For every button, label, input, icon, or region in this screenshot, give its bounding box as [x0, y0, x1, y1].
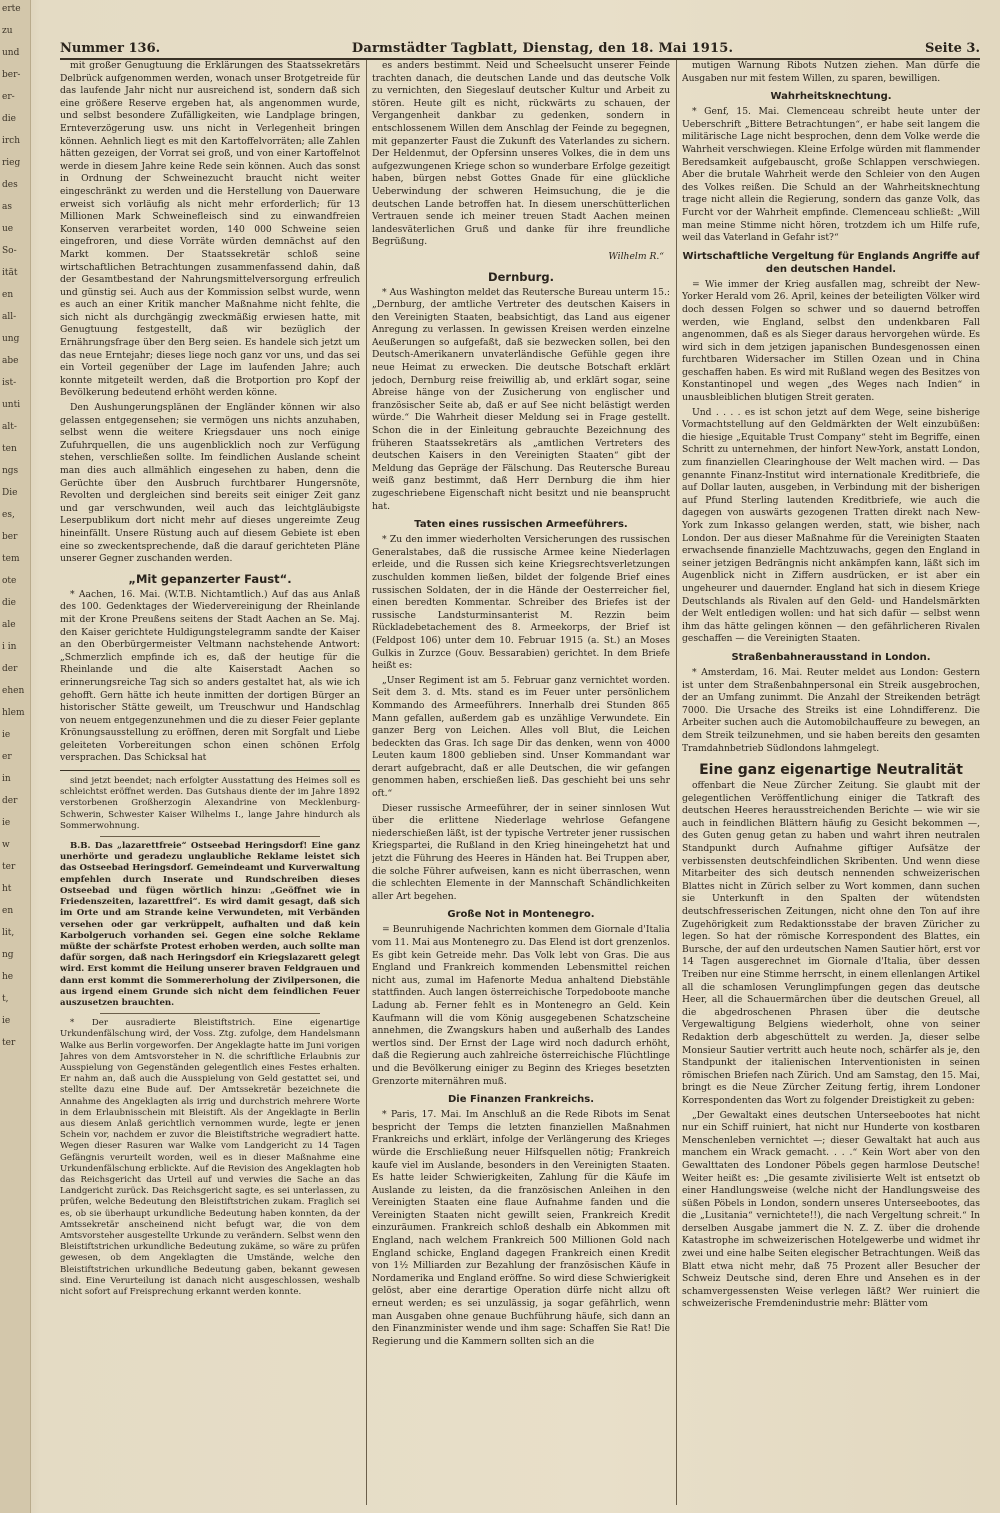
adjacent-page-fragment: die — [2, 598, 16, 608]
adjacent-page-fragment: w — [2, 840, 10, 850]
adjacent-page-fragment: unti — [2, 400, 21, 410]
adjacent-page-fragment: ie — [2, 818, 11, 828]
adjacent-page-fragment: es, — [2, 510, 15, 520]
adjacent-page-fragment: ten — [2, 444, 17, 454]
adjacent-page-fragment: er — [2, 752, 12, 762]
adjacent-page-fragment: lit, — [2, 928, 15, 938]
article-neutrality-cont: „Der Gewaltakt eines deutschen Unterseebootes hat nicht nur ein Schiff ruiniert, hat nicht nur Hunderte von kostbaren Menschenleben vernichtet —; dieser Gewaltakt hat auch aus manchem ein Wrack gemacht. . . .“ Kein Wort aber von den Gewalttaten des Londoner Pöbels gegen harmlose Deutsche! Weiter heißt es: „Die gesamte zivilisierte Welt ist entsetzt ob einer Handlungsweise (welche nicht der Handlungsweise des süßen Pöbels in London, sondern unseres Unterseebootes, das die „Lusitania“ vernichtete!!), die nach Vergeltung schreit.“ In derselben Ausgabe jammert die N. Z. Z. über die drohende Katastrophe im schweizerischen Hotelgewerbe und widmet ihr zwei und eine halbe Seiten elegischer Betrachtungen. Weiß das Blatt etwa nicht mehr, daß 75 Prozent aller Besucher der Schweiz Deutsche sind, deren Ehre und Ansehen es in der schamvergessensten Weise verlegen läßt? Wer ruiniert die schweizerische Fremdenindustrie mehr: Blätter vom — [682, 1109, 980, 1310]
headline-dernburg: Dernburg. — [488, 269, 554, 284]
adjacent-page-fragment: ber — [2, 532, 18, 542]
newspaper-title-date: Darmstädter Tagblatt, Dienstag, den 18. Mai 1915. — [351, 41, 734, 56]
adjacent-page-fragment: alt- — [2, 422, 17, 432]
signature-wilhelm: Wilhelm R.“ — [608, 250, 664, 262]
local-news — [60, 776, 360, 1298]
adjacent-page-fragment: er- — [2, 92, 15, 102]
article-france-finances-cont: mutigen Warnung Ribots Nutzen ziehen. Man dürfe die Ausgaben nur mit festem Willen, zu sparen, bewilligen. — [682, 60, 980, 84]
adjacent-page-fragment: der — [2, 796, 18, 806]
adjacent-page-fragment: hlem — [2, 708, 25, 718]
article-clemenceau: * Genf, 15. Mai. Clemenceau schreibt heute unter der Ueberschrift „Bittere Betrachtungen“, er habe seit langem die militärische Lage nicht besprochen, denn dem Volke werde die Wahrheit verschwiegen. Kleine Erfolge würden mit flammender Beredsamkeit aufgebauscht, große Schlappen verschwiegen. Aber die brutale Wahrheit werde den Schleier von den Augen des Volkes reißen. Die Schuld an der Wahrheitsknechtung trage nicht allein die Regierung, sondern das ganze Volk, das Furcht vor der Wahrheit empfinde. Clemenceau schließt: „Will man meine Stimme nicht hören, trotzdem ich um Hilfe rufe, weil das Vaterland in Gefahr ist?“ — [682, 106, 980, 244]
adjacent-page-fragment: in — [2, 774, 11, 784]
adjacent-page-fragment: der — [2, 664, 18, 674]
article-aachen-telegram-cont: es anders bestimmt. Neid und Scheelsucht unserer Feinde trachten danach, die deutschen Lande und das deutsche Volk zu vernichten, den Siegeslauf deutscher Kultur und Arbeit zu stören. Heute gilt es nicht, rückwärts zu schauen, der Vergangenheit dankbar zu gedenken, sondern in entschlossenem Willen dem Anschlag der Feinde zu begegnen, mit gepanzerter Faust die Zukunft des Vaterlandes zu sichern. Der Heldenmut, der Opfersinn unseres Volkes, die in dem uns aufgezwungenen Kriege schon so wunderbare Erfolge gezeitigt haben, bürgen nebst Gottes Gnade für eine glückliche Ueberwindung der schweren Heimsuchung, die je die deutschen Lande betroffen hat. In diesem unerschütterlichen Vertrauen sende ich meiner treuen Stadt Aachen meinen landesväterlichen Gruß und danke für ihre freundliche Begrüßung. — [372, 60, 670, 248]
adjacent-page-fragment: die — [2, 114, 16, 124]
adjacent-page-fragment: ität — [2, 268, 18, 278]
article-london-strike: * Amsterdam, 16. Mai. Reuter meldet aus London: Gestern ist unter dem Straßenbahnpersonal ein Streik ausgebrochen, der an Umfang zunimmt. Die Anzahl der Streikenden beträgt 7000. Die Ursache des Streiks ist eine Lohndifferenz. Die Arbeiter suchen auch die Automobilchauffeure zu bewegen, an dem Streik teilzunehmen, und sie haben bereits den gesamten Tramdahnbetrieb Südlondons lahmgelegt. — [682, 666, 980, 754]
adjacent-page-fragment: ue — [2, 224, 14, 234]
adjacent-page-fragment: Die — [2, 488, 18, 498]
adjacent-page-fragment: ngs — [2, 466, 19, 476]
article-russian-letter: „Unser Regiment ist am 5. Februar ganz vernichtet worden. Seit dem 3. d. Mts. stand es im Feuer unter persönlichem Kommando des Armeeführers. Innerhalb drei Stunden 865 Mann gefallen, außerdem gab es unzählige Verwundete. Ein ganzer Berg von Leichen. Alles voll Blut, die Leichen bedeckten das Gras. Ich sage Dir das denken, wenn von 4000 Leuten kaum 1800 geblieben sind. Unser Kommandant war derart aufgebracht, daß er alle Deutschen, die wir gefangen genommen haben, erschießen ließ. Das geschieht bei uns sehr oft.“ — [372, 674, 670, 800]
adjacent-page-fragment: i in — [2, 642, 17, 652]
adjacent-page-edge — [0, 0, 31, 1513]
adjacent-page-fragment: ale — [2, 620, 16, 630]
headline-france-finances: Die Finanzen Frankreichs. — [447, 1094, 595, 1106]
headline-neutrality: Eine ganz eigenartige Neutralität — [699, 762, 963, 779]
adjacent-page-fragment: ie — [2, 1016, 11, 1026]
column-3 — [682, 60, 980, 1505]
article-russian-commentary: Dieser russische Armeeführer, der in seiner sinnlosen Wut über die erlittene Niederlage wehrlose Gefangene niederschießen läßt, ist der typische Vertreter jener russischen Kriegspartei, die Rußland in den Krieg hineingehetzt hat und jetzt die Führung des Heeres in Händen hat. Bei Truppen aber, die solche Führer aufweisen, kann es nicht überraschen, wenn die schlechten Elemente in der Mannschaft Schändlichkeiten aller Art begehen. — [372, 802, 670, 902]
adjacent-page-fragment: des — [2, 180, 18, 190]
issue-number: Nummer 136. — [60, 41, 161, 56]
adjacent-page-fragment: rieg — [2, 158, 21, 168]
article-food-supply: mit großer Genugtuung die Erklärungen des Staatssekretärs Delbrück aufgenommen werden, wonach unser Brotgetreide für das laufende Jahr nicht nur ausreichend ist, sondern daß sich eine größere Reserve ergeben hat, als angenommen wurde, und selbst besondere Zufälligkeiten, wie Landplage bringen, Ernteverzögerung usw. uns nicht in Verlegenheit bringen können. Aehnlich liegt es mit den Kartoffelvorräten; alle Zahlen hätten gezeigen, der Vorrat sei groß, und von einer Kartoffelnot werde in diesem Jahre keine Rede sein können. Auch das sonst in Ordnung der Schweinezucht braucht nicht weiter eingeschränkt zu werden und die Herstellung von Dauerware erweist sich vorläufig als nicht mehr erforderlich; für 13 Millionen Mark Schweinefleisch sind zu einwandfreien Konserven verarbeitet worden, 140 000 Schweine seien eingefroren, und diese Vorräte würden demnächst auf den Markt kommen. Der Staatssekretär schloß seine wirtschaftlichen Betrachtungen zusammenfassend dahin, daß der Gesamtbestand der Nahrungsmittelversorgung erfreulich und günstig sei. Auch aus der Kommission selbst wurde, wenn es auch an einer Kritik mancher Maßnahme nicht fehlte, die sich nicht als durchgängig zweckmäßig erwiesen hatte, mit Genugtuung festgestellt, daß wir bezüglich der Ernährungsfrage über den Berg seien. Es handele sich jetzt um das neue Erntejahr; dieses liege noch ganz vor uns, und das sei ein Vorteil gegenüber der Lage im laufenden Jahre; auch konnte mitgeteilt werden, daß die Brotportion pro Kopf der Bevölkerung bedeutend erhöht werden könne. — [60, 60, 360, 399]
adjacent-page-fragment: So- — [2, 246, 17, 256]
separator — [100, 836, 320, 837]
adjacent-page-fragment: ie — [2, 730, 11, 740]
column-divider — [676, 60, 677, 1505]
article-pencil-stroke: * Der ausradierte Bleistiftstrich. Eine eigenartige Urkundenfälschung wird, der Voss. Ztg. zufolge, dem Handelsmann Walke aus Berlin vorgeworfen. Der Angeklagte hatte im Juni vorigen Jahres von dem Amtsvorsteher in N. die schriftliche Erlaubnis zur Ausspielung von Gegenständen gelegentlich eines Festes erhalten. Er nahm an, daß auch die Ausspielung von Geld gestattet sei, und stellte dazu eine Bude auf. Der Amtssekretär bezeichnete die Annahme des Angeklagten als irrig und durchstrich mehrere Worte in dem Erlaubnisschein mit Bleistift. Als der Angeklagte in Berlin aus diesem Anlaß gerichtlich vernommen wurde, legte er jenen Schein vor, nachdem er zuvor die Bleistiftstriche wegradiert hatte. Wegen dieser Rasuren war Walke vom Landgericht zu 14 Tagen Gefängnis verurteilt worden, weil es in dieser Maßnahme eine Urkundenfälschung erblickte. Auf die Revision des Angeklagten hob das Reichsgericht das Urteil auf und verwies die Sache an das Landgericht zurück. Das Reichsgericht sagte, es sei unterlassen, zu prüfen, welche Bedeutung den Bleistiftstrichen zukam. Fraglich sei es, ob sie überhaupt urkundliche Bedeutung haben konnten, da der Amtssekretär anscheinend nicht befugt war, die von dem Amtsvorsteher ausgestellte Urkunde zu verändern. Selbst wenn den Bleistiftstrichen urkundliche Bedeutung zukäme, so wäre zu prüfen gewesen, ob dem Angeklagten die Umstände, welche den Bleistiftstrichen urkundliche Bedeutung gaben, bekannt gewesen sind. Eine Verurteilung ist danach nicht ausgeschlossen, weshalb nicht sofort auf Freisprechung erkannt werden konnte. — [60, 1018, 360, 1297]
adjacent-page-fragment: en — [2, 906, 14, 916]
adjacent-page-fragment: he — [2, 972, 14, 982]
adjacent-page-fragment: as — [2, 202, 12, 212]
column-divider — [366, 60, 367, 1505]
masthead — [60, 34, 980, 60]
headline-russian-commander: Taten eines russischen Armeeführers. — [414, 519, 628, 531]
adjacent-page-fragment: all- — [2, 312, 17, 322]
adjacent-page-fragment: ber- — [2, 70, 21, 80]
adjacent-page-fragment: ote — [2, 576, 17, 586]
adjacent-page-fragment: ist- — [2, 378, 17, 388]
headline-montenegro: Große Not in Montenegro. — [447, 909, 595, 921]
column-2 — [372, 60, 670, 1505]
adjacent-page-fragment: abe — [2, 356, 19, 366]
adjacent-page-fragment: ehen — [2, 686, 25, 696]
article-heringsdorf: B.B. Das „lazarettfreie“ Ostseebad Heringsdorf! Eine ganz unerhörte und geradezu unglaubliche Reklame leistet sich das Ostseebad Heringsdorf. Gemeindeamt und Kurverwaltung empfehlen durch Inserate und Rundschreiben dieses Ostseebad und fügen wörtlich hinzu: „Geöffnet wie in Friedenszeiten, lazarettfrei“. Es wird damit gesagt, daß sich im Orte und am Strande keine Verwundeten, mit Verbänden versehen oder gar verkrüppelt, aufhalten und daß kein Karbolgeruch vorhanden sei. Gegen eine solche Reklame müßte der schärfste Protest erhoben werden, auch sollte man dafür sorgen, daß nach Heringsdorf ein Kriegslazarett gelegt wird. Erst kommt die Heilung unserer braven Feldgrauen und dann erst kommt die Sommererholung der Zivilpersonen, die aus irgend einem Grunde sich nicht dem feindlichen Feuer auszusetzen brauchten. — [60, 841, 360, 1008]
adjacent-page-fragment: t, — [2, 994, 9, 1004]
article-dernburg: * Aus Washington meldet das Reutersche Bureau unterm 15.: „Dernburg, der amtliche Vertreter des deutschen Kaisers in den Vereinigten Staaten, beabsichtigt, das Land aus eigener Anregung zu verlassen. In gewissen Kreisen werden einzelne Aeußerungen so aufgefaßt, daß sie bezwecken sollen, bei den Deutsch-Amerikanern unvaterländische Gefühle gegen ihre neue Heimat zu erwecken. Die deutsche Botschaft erklärt jedoch, Dernburg reise freiwillig ab, und erklärt sogar, seine Abreise hänge von der Zusicherung von englischer und französischer Seite ab, daß er auf See nicht belästigt werden würde.“ Die Wahrheit dieser Meldung sei in Frage gestellt. Schon die in der Einleitung gebrauchte Bezeichnung des früheren Staatssekretärs als „amtlichen Vertreters des deutschen Kaisers in den Vereinigten Staaten“ gibt der Meldung das Gepräge der Fälschung. Das Reutersche Bureau weiß ganz bestimmt, daß Herr Dernburg die ihm hier zugeschriebene Eigenschaft nicht besitzt und nie beansprucht hat. — [372, 286, 670, 512]
adjacent-page-fragment: und — [2, 48, 20, 58]
adjacent-page-fragment: ter — [2, 862, 16, 872]
page-number: Seite 3. — [925, 41, 980, 56]
article-clearinghouse: Und . . . . es ist schon jetzt auf dem Wege, seine bisherige Vormachtstellung auf den Geldmärkten der Welt einzubüßen: die hiesige „Equitable Trust Company“ steht im Begriffe, einen Schritt zu unternehmen, der hinfort New-York, anstatt London, zum finanziellen Clearinghouse der Welt machen wird. — Das genannte Finanz-Institut wird internationale Kreditbriefe, die auf Dollar lauten, ausgeben, in Verbindung mit der bisherigen auf Pfund Sterling lautenden Kreditbriefe, wie auch die dagegen von auswärts gezogenen Tratten direkt nach New-York zum Inkasso gelangen werden, statt, wie bisher, nach London. Der aus dieser Maßnahme für die Vereinigten Staaten erwachsende finanzielle Machtzuwachs, gegen den England in seiner jetzigen Bedrängnis nicht ankämpfen kann, läßt sich im Augenblick nicht in Ziffern ausdrücken, er ist aber ein ungeheurer und dauernder. England hat sich in diesem Kriege Deutschlands als Rivalen auf den Geld- und Handelsmärkten der Welt entledigen wollen: und hat sich dafür — selbst wenn ihm das hätte gelingen können — den gefährlicheren Rivalen geschaffen — die Vereinigten Staaten. — [682, 406, 980, 645]
adjacent-page-fragment: zu — [2, 26, 13, 36]
article-neutrality: offenbart die Neue Zürcher Zeitung. Sie glaubt mit der gelegentlichen Veröffentlichung einiger die Tatkraft des deutschen Heeres herausstreichenden Berichte — wie wir sie auch in feindlichen Blättern häufig zu Gesicht bekommen —, des Guten genug getan zu haben und wahrt ihren neutralen Standpunkt durch Aufnahme giftiger Aufsätze der verbissensten deutschfeindlichen Skribenten. Und wenn diese Mitarbeiter des sich deutsch nennenden schweizerischen Blattes nicht in Zürich selber zu Wort kommen, dann suchen sie Unterkunft in den Spalten der wütendsten deutschfresserischen Zeitungen, nicht ohne den Ton auf ihre Zugehörigkeit zum Redaktionsstabe der braven Züricher zu legen. So hat der römische Korrespondent des Blattes, ein Bursche, der auf den urdeutschen Namen Sautier hört, erst vor 14 Tagen ausgerechnet im Giornale d'Italia, über dessen Treiben nur eine Stimme herrscht, in einem ellenlangen Artikel all die schamlosen Verunglimpfungen gegen das deutsche Heer, all die Schauermärchen über die deutschen Greuel, all die abgedroschenen Phrasen über die deutsche Vergewaltigung Belgiens wiederholt, ohne von seiner Redaktion derb abgeschüttelt zu werden. Ja, dieser selbe Monsieur Sautier vertritt auch heute noch, schärfer als je, den Standpunkt der italienischen Interventionisten in seinen römischen Briefen nach Zürich. Und am Samstag, den 15. Mai, bringt es die Neue Zürcher Zeitung fertig, ihrem Londoner Korrespondenten das Wort zu folgender Dreistigkeit zu geben: — [682, 780, 980, 1106]
article-ny-herald: = Wie immer der Krieg ausfallen mag, schreibt der New-Yorker Herald vom 26. April, keines der beteiligten Völker wird doch dessen Folgen so schwer und so dauernd betroffen werden, wie England, selbst den undenkbaren Fall angenommen, daß es als Sieger daraus hervorgehen würde. Es wird sich in dem jetzigen japanischen Bundesgenossen einen furchtbaren Widersacher im Stillen Ozean und in China geschaffen haben. Es wird mit Rußland wegen des Besitzes von Konstantinopel und wegen „des Weges nach Indien“ in unausbleiblichen blutigen Streit geraten. — [682, 278, 980, 404]
article-montenegro: = Beunruhigende Nachrichten kommen dem Giornale d'Italia vom 11. Mai aus Montenegro zu. Das Elend ist dort grenzenlos. Es gibt kein Getreide mehr. Das Volk lebt von Gras. Die aus England und Frankreich kommenden Lebensmittel reichen nicht aus, zumal im Hafenorte Medua anhaltend Diebstähle stattfinden. Auch langen österreichische Torpedoboote manche Ladung ab. Ferner fehlt es in Montenegro an Geld. Kein Kaufmann will die vom König ausgegebenen Schatzscheine annehmen, die Zwangskurs haben und außerhalb des Landes wertlos sind. Der Ernst der Lage wird noch dadurch erhöht, daß die Regierung auch zahlreiche österreichische Flüchtlinge und die Bevölkerung einiger zu Beginn des Krieges besetzten Grenzorte miternähren muß. — [372, 924, 670, 1087]
headline-armored-fist: „Mit gepanzerter Faust“. — [128, 571, 292, 586]
adjacent-page-fragment: erte — [2, 4, 21, 14]
adjacent-page-fragment: ng — [2, 950, 14, 960]
adjacent-page-fragment: tem — [2, 554, 20, 564]
headline-economic-retaliation: Wirtschaftliche Vergeltung für Englands Angriffe auf den deutschen Handel. — [682, 250, 980, 275]
adjacent-page-fragment: en — [2, 290, 14, 300]
separator — [100, 1013, 320, 1014]
adjacent-page-fragment: irch — [2, 136, 21, 146]
article-aachen-telegram: * Aachen, 16. Mai. (W.T.B. Nichtamtlich.) Auf das aus Anlaß des 100. Gedenktages der Wiedervereinigung der Rheinlande mit der Krone Preußens seitens der Stadt Aachen an Se. Maj. den Kaiser gerichtete Huldigungstelegramm sandte der Kaiser an den Oberbürgermeister Veltmann nachstehende Antwort: „Schmerzlich empfinde ich es, daß der heutige für die Rheinlande und die alte Kaiserstadt Aachen so erinnerungsreiche Tag sich so anders gestaltet hat, als wie ich gehofft. Gern hätte ich heute inmitten der dortigen Bürger an historischer Stätte geweilt, um Treuschwur und Handschlag von neuem entgegenzunehmen und die zu dieser Feier geplante Krönungsausstellung zu eröffnen, deren mit Sorgfalt und Liebe geleiteten Vorbereitungen schon einen schönen Erfolg versprachen. Das Schicksal hat — [60, 588, 360, 764]
adjacent-page-fragment: ter — [2, 1038, 16, 1048]
article-france-finances: * Paris, 17. Mai. Im Anschluß an die Rede Ribots im Senat bespricht der Temps die letzten finanziellen Maßnahmen Frankreichs und erklärt, infolge der Verlängerung des Krieges würde die Erschließung neuer Hilfsquellen nötig; Frankreich kaufe viel im Auslande, besonders in den Vereinigten Staaten. Es hatte leider Schwierigkeiten, Zahlung für die Käufe im Auslande zu leisten, da die französischen Anleihen in den Vereinigten Staaten eine flaue Aufnahme fanden und die Vereinigten Staaten nicht gewillt seien, Frankreich Kredit einzuräumen. Frankreich schloß deshalb ein Abkommen mit England, nach welchem Frankreich 500 Millionen Gold nach England schicke, England dagegen Frankreich einen Kredit von 1½ Milliarden zur Bezahlung der französischen Käufe in Nordamerika und England eröffne. So wird diese Schwierigkeit gelöst, aber eine derartige Operation dürfe nicht allzu oft erneut werden; es sei unzulässig, ja sogar gefährlich, wenn man Ausgaben ohne genaue Buchführung häufe, sich dann an den Finanzminister wende und ihm sage: Schaffen Sie Rat! Die Regierung und die Kammern sollten sich an die — [372, 1109, 670, 1347]
adjacent-page-fragment: ung — [2, 334, 20, 344]
article-starvation-plans: Den Aushungerungsplänen der Engländer können wir also gelassen entgegensehen; sie vermögen uns nichts anzuhaben, selbst wenn die weitere Kriegsdauer uns noch einige Zufuhrquellen, die uns augenblicklich noch zur Verfügung stehen, verschließen sollte. Im feindlichen Auslande scheint man dies auch allmählich eingesehen zu haben, denn die Gerüchte über den Ausbruch furchtbarer Hungersnöte, Revolten und dergleichen sind bereits seit einiger Zeit ganz und gar verschwunden, weil auch das leichtgläubigste Leserpublikum dort nicht mehr auf dieses ungereimte Zeug hineinfällt. Unsere Rüstung auch auf diesem Gebiete ist eben eine so zweckentsprechende, daß die darauf gerichteten Pläne unserer Gegner zuschanden werden. — [60, 402, 360, 565]
headline-truth-suppression: Wahrheitsknechtung. — [770, 91, 892, 103]
headline-london-strike: Straßenbahnerausstand in London. — [731, 651, 931, 663]
section-rule — [60, 770, 360, 771]
article-residence: sind jetzt beendet; nach erfolgter Ausstattung des Heimes soll es schleichtst eröffnet werden. Das Gutshaus diente der im Jahre 1892 verstorbenen Großherzogin Alexandrine von Mecklenburg-Schwerin, Schwester Kaiser Wilhelms I., lange Jahre hindurch als Sommerwohnung. — [60, 776, 360, 831]
article-russian-commander: * Zu den immer wiederholten Versicherungen des russischen Generalstabes, daß die russische Armee keine Niederlagen erleide, und die Russen sich keine Kriegsrechtsverletzungen zuschulden kommen ließen, bildet der folgende Brief eines russischen Soldaten, der in die Hände der Oesterreicher fiel, einen beredten Kommentar. Schreiber des Briefes ist der russische Landsturminsanterist M. Rezzin beim Rückladebetachement des 8. Armeekorps, der Brief ist (Feldpost 106) unter dem 10. Februar 1915 (a. St.) an Moses Gulkis in Zurzce (Gouv. Bessarabien) gerichtet. In dem Briefe heißt es: — [372, 534, 670, 672]
column-1 — [60, 60, 360, 1505]
adjacent-page-fragment: ht — [2, 884, 12, 894]
